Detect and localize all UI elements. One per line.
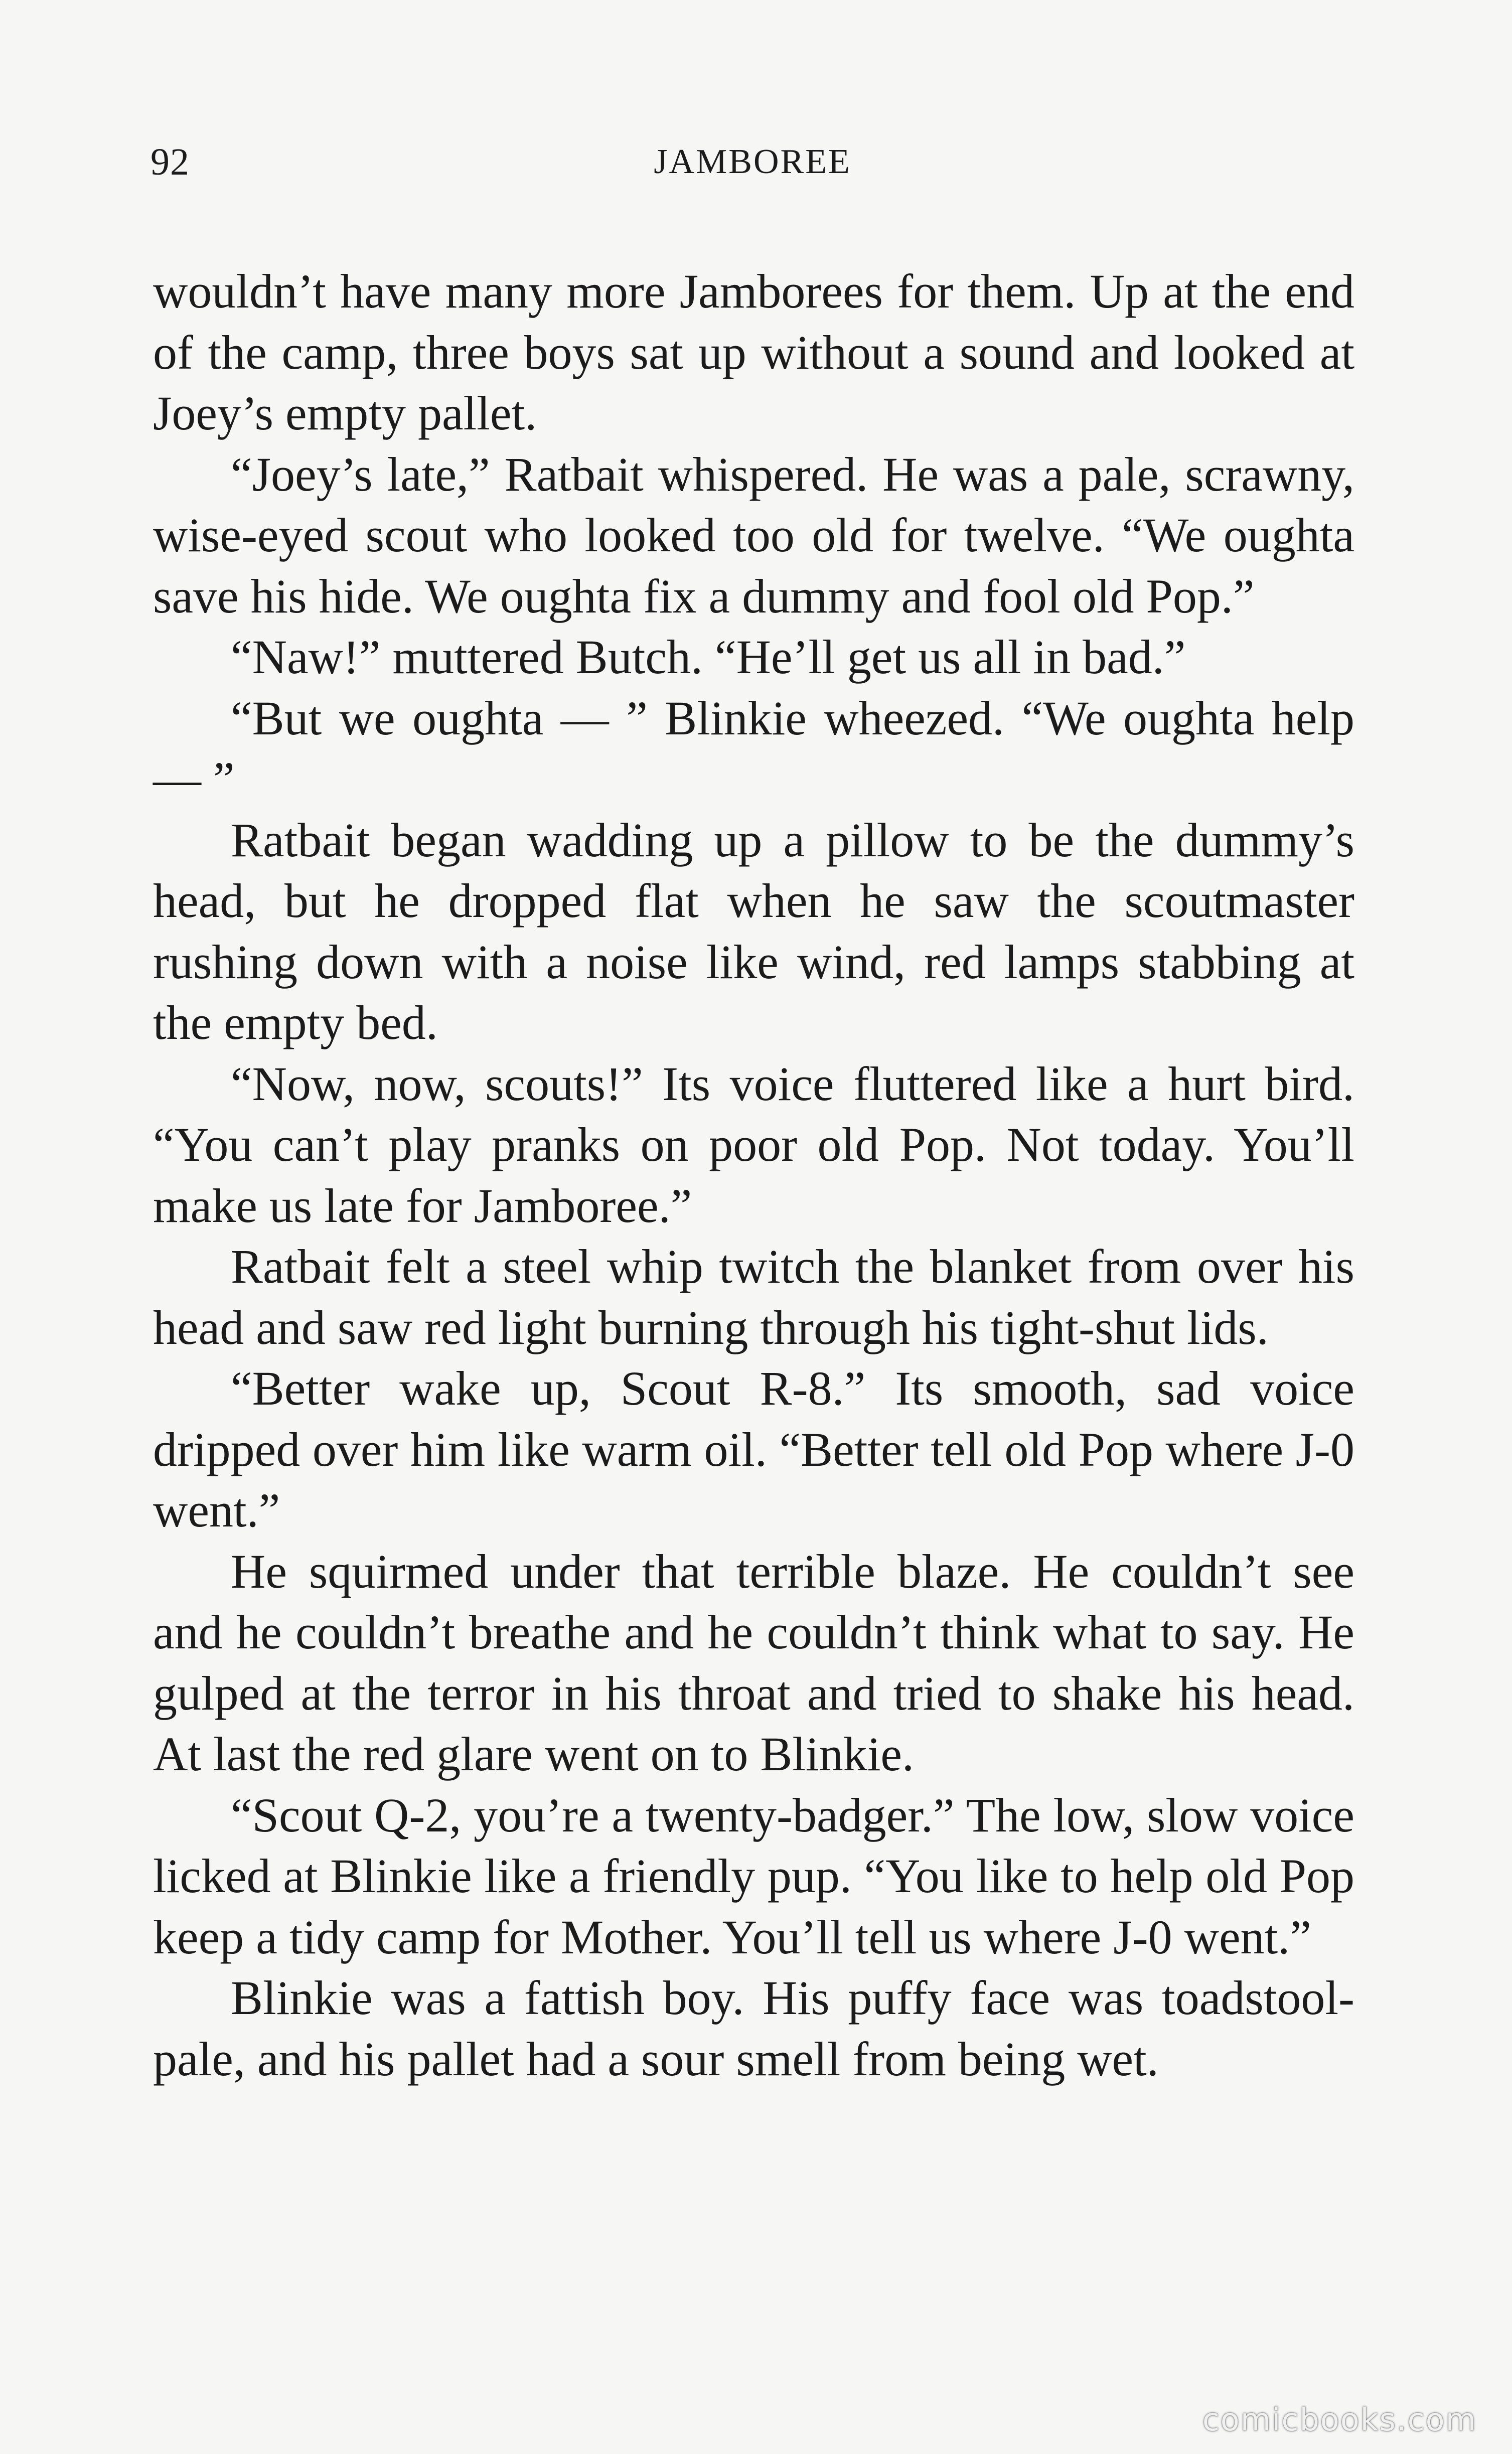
page-header (150, 134, 1354, 190)
paragraph-10: “Scout Q-2, you’re a twenty-badger.” The low, slow voice licked at Blinkie like a friendly pup. “You like to help old Pop keep a tidy camp for Mother. You’ll tell us where J-0 went.” (153, 1788, 1354, 1964)
paragraph-2: “Joey’s late,” Ratbait whispered. He was a pale, scrawny, wise-eyed scout who looked too old for twelve. “We oughta save his hide. We oughta fix a dummy and fool old Pop.” (153, 447, 1354, 623)
paragraph-4: “But we oughta — ” Blinkie wheezed. “We oughta help — ” (153, 691, 1354, 806)
paragraph-9: He squirmed under that terrible blaze. He couldn’t see and he couldn’t breathe and he couldn’t think what to say. He gulped at the terror in his throat and tried to shake his head. At last the red glare went on to Blinkie. (153, 1544, 1354, 1781)
paragraph-7: Ratbait felt a steel whip twitch the blanket from over his head and saw red light burning through his tight-shut lids. (153, 1240, 1354, 1354)
watermark: comicbooks.com (1202, 2401, 1477, 2438)
running-head: JAMBOREE (654, 142, 851, 181)
paragraph-8: “Better wake up, Scout R-8.” Its smooth, sad voice dripped over him like warm oil. “Better tell old Pop where J-0 went.” (153, 1361, 1354, 1537)
paragraph-6: “Now, now, scouts!” Its voice fluttered like a hurt bird. “You can’t play pranks on poor old Pop. Not today. You’ll make us late for Jamboree.” (153, 1056, 1354, 1233)
paragraph-3: “Naw!” muttered Butch. “He’ll get us all in bad.” (231, 630, 1186, 684)
paragraph-5: Ratbait began wadding up a pillow to be the dummy’s head, but he dropped flat when he saw the scoutmaster rushing down with a noise like wind, red lamps stabbing at the empty bed. (153, 813, 1354, 1049)
page-number: 92 (150, 141, 190, 183)
paragraph-1: wouldn’t have many more Jamborees for them. Up at the end of the camp, three boys sat up without a sound and looked at Joey’s empty pallet. (153, 264, 1354, 440)
body-text (153, 261, 1354, 2089)
paragraph-11: Blinkie was a fattish boy. His puffy face was toadstool-pale, and his pallet had a sour smell from being wet. (153, 1971, 1354, 2086)
